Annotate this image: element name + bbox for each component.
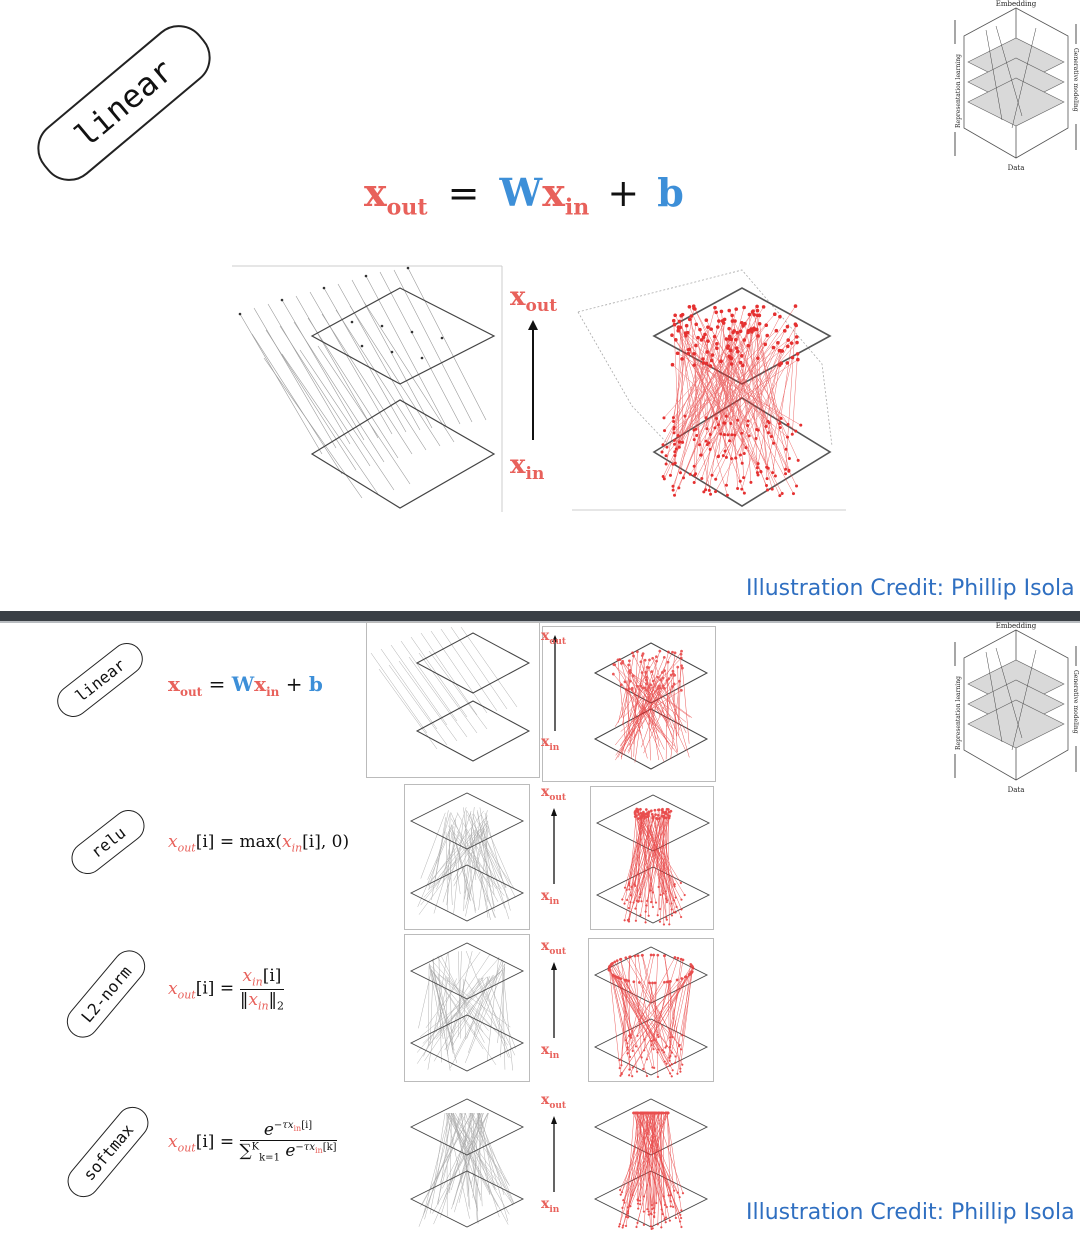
top-credit: Illustration Credit: Phillip Isola bbox=[746, 576, 1075, 601]
top-arrow-label-out: $x_{out}$ bbox=[510, 282, 557, 316]
l2norm-pill: L2-norm bbox=[60, 944, 151, 1044]
softmax-equation: $x_{out}[i]$ = $\frac{e^{-\tau x_{in}[i]}}{\sum^K_{k=1} e^{-\tau x_{in}[k]}}$ bbox=[168, 1120, 337, 1165]
cube-right-label: Generative modeling bbox=[1072, 670, 1079, 734]
softmax-pill: softmax bbox=[61, 1100, 155, 1203]
slide-divider-light bbox=[0, 621, 1080, 623]
relu-equation: $x_{out}[i] = \max(x_{in}[i]$, 0) bbox=[168, 832, 349, 854]
relu-pill: relu bbox=[65, 804, 151, 881]
eq-lhs: x bbox=[364, 170, 387, 215]
eq-equals: = bbox=[448, 171, 480, 215]
cube-top-label: Embedding bbox=[996, 0, 1037, 8]
linear-small-left-panel bbox=[366, 622, 540, 778]
linear-small-label-out: $x_{out}$ bbox=[541, 628, 566, 647]
relu-label-out: $x_{out}$ bbox=[541, 784, 566, 803]
relu-right-panel bbox=[590, 786, 714, 930]
top-cube-diagram bbox=[952, 0, 1080, 172]
top-up-arrow bbox=[524, 318, 544, 442]
eq-x-sub: in bbox=[565, 195, 589, 221]
cube-right-label: Generative modeling bbox=[1072, 48, 1079, 112]
eq-W: W bbox=[500, 170, 543, 215]
relu-up-arrow bbox=[548, 806, 560, 886]
l2norm-up-arrow bbox=[548, 960, 560, 1040]
cube-top-label: Embedding bbox=[996, 622, 1037, 630]
l2norm-fraction: $\frac{x_{in}[i]}{‖x_{in}‖_2}$ bbox=[240, 966, 285, 1012]
softmax-up-arrow bbox=[548, 1114, 560, 1194]
l2norm-label-out: $x_{out}$ bbox=[541, 938, 566, 957]
eq-b: b bbox=[657, 170, 684, 215]
bottom-cube-diagram bbox=[952, 622, 1080, 794]
linear-output-scatter bbox=[572, 266, 846, 514]
linear-input-lattice bbox=[232, 262, 504, 512]
linear-equation-small: $x_{out} = Wx_{in} + b$ bbox=[168, 672, 323, 699]
relu-left-panel bbox=[404, 784, 530, 930]
relu-label-in: $x_{in}$ bbox=[541, 888, 559, 907]
eq-plus: + bbox=[607, 171, 639, 215]
linear-small-right-panel bbox=[542, 626, 716, 782]
linear-pill-small: linear bbox=[51, 637, 150, 724]
softmax-label-in: $x_{in}$ bbox=[541, 1196, 559, 1215]
eq-x: x bbox=[542, 170, 565, 215]
linear-small-label-in: $x_{in}$ bbox=[541, 734, 559, 753]
eq-lhs-sub: out bbox=[387, 195, 428, 221]
softmax-right-panel bbox=[588, 1090, 714, 1236]
cube-bottom-label: Data bbox=[1008, 164, 1025, 172]
l2norm-left-panel bbox=[404, 934, 530, 1082]
softmax-left-panel bbox=[404, 1090, 530, 1236]
cube-left-label: Representation learning bbox=[955, 54, 962, 128]
cube-left-label: Representation learning bbox=[955, 676, 962, 750]
linear-equation bbox=[364, 170, 684, 221]
l2norm-equation: $x_{out}[i]$ = $\frac{x_{in}[i]}{‖x_{in}‖_2}$ bbox=[168, 966, 284, 1012]
l2norm-right-panel bbox=[588, 938, 714, 1082]
softmax-fraction: $\frac{e^{-\tau x_{in}[i]}}{\sum^K_{k=1} e^{-\tau x_{in}[k]}}$ bbox=[240, 1120, 337, 1165]
l2norm-label-in: $x_{in}$ bbox=[541, 1042, 559, 1061]
bottom-credit: Illustration Credit: Phillip Isola bbox=[746, 1200, 1075, 1225]
slide-divider bbox=[0, 611, 1080, 621]
linear-pill: linear bbox=[26, 14, 222, 193]
top-arrow-label-in: $x_{in}$ bbox=[510, 450, 544, 484]
cube-bottom-label: Data bbox=[1008, 786, 1025, 794]
softmax-label-out: $x_{out}$ bbox=[541, 1092, 566, 1111]
